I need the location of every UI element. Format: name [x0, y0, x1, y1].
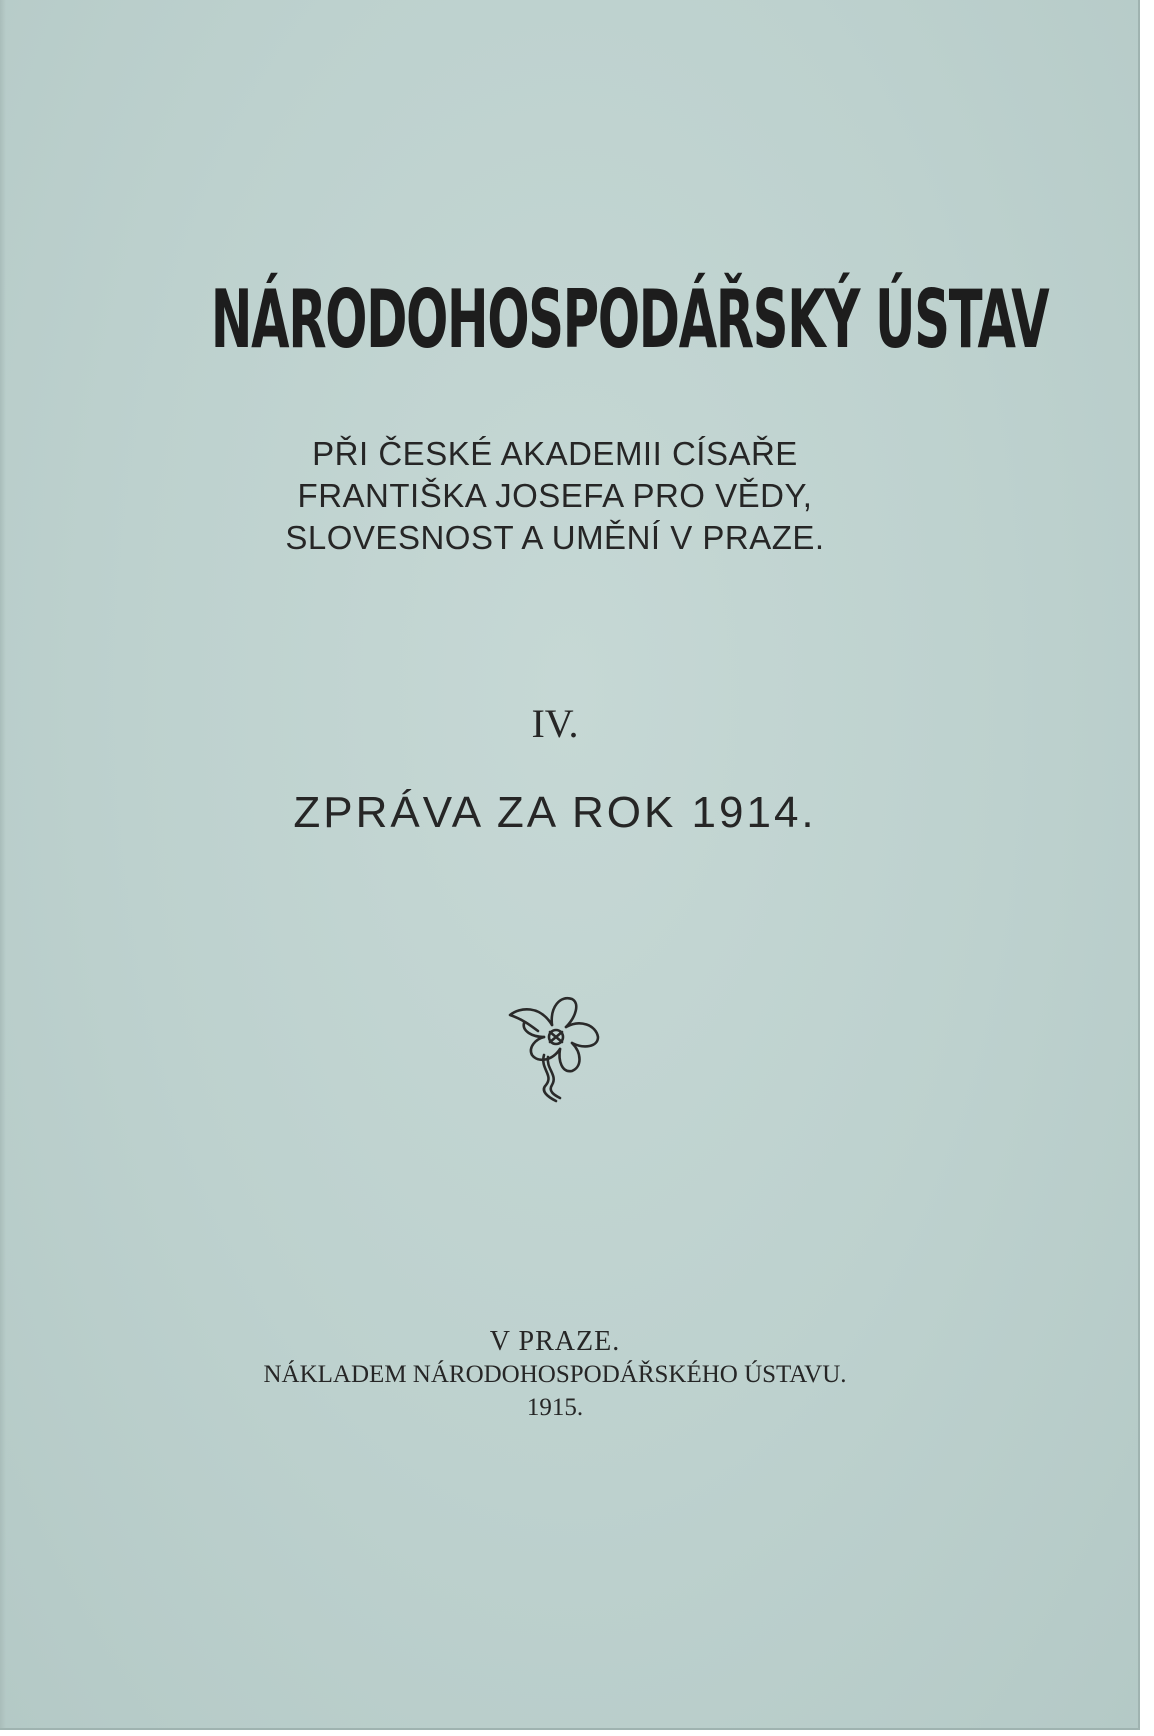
flower-icon	[500, 985, 610, 1105]
cover-title: NÁRODOHOSPODÁŘSKÝ ÚSTAV	[210, 273, 1049, 366]
imprint-year: 1915.	[526, 1394, 584, 1421]
imprint-place: V PRAZE.	[489, 1326, 621, 1357]
subtitle-line: FRANTIŠKA JOSEFA PRO VĚDY,	[297, 477, 813, 514]
imprint-publisher: NÁKLADEM NÁRODOHOSPODÁŘSKÉHO ÚSTAVU.	[263, 1361, 847, 1388]
cover-subtitle	[0, 433, 1110, 559]
report-title: ZPRÁVA ZA ROK 1914.	[293, 788, 817, 837]
subtitle-line: SLOVESNOST A UMĚNÍ V PRAZE.	[285, 519, 825, 556]
volume-number: IV.	[531, 701, 579, 746]
imprint	[0, 1325, 1110, 1424]
subtitle-line: PŘI ČESKÉ AKADEMII CÍSAŘE	[312, 435, 798, 472]
